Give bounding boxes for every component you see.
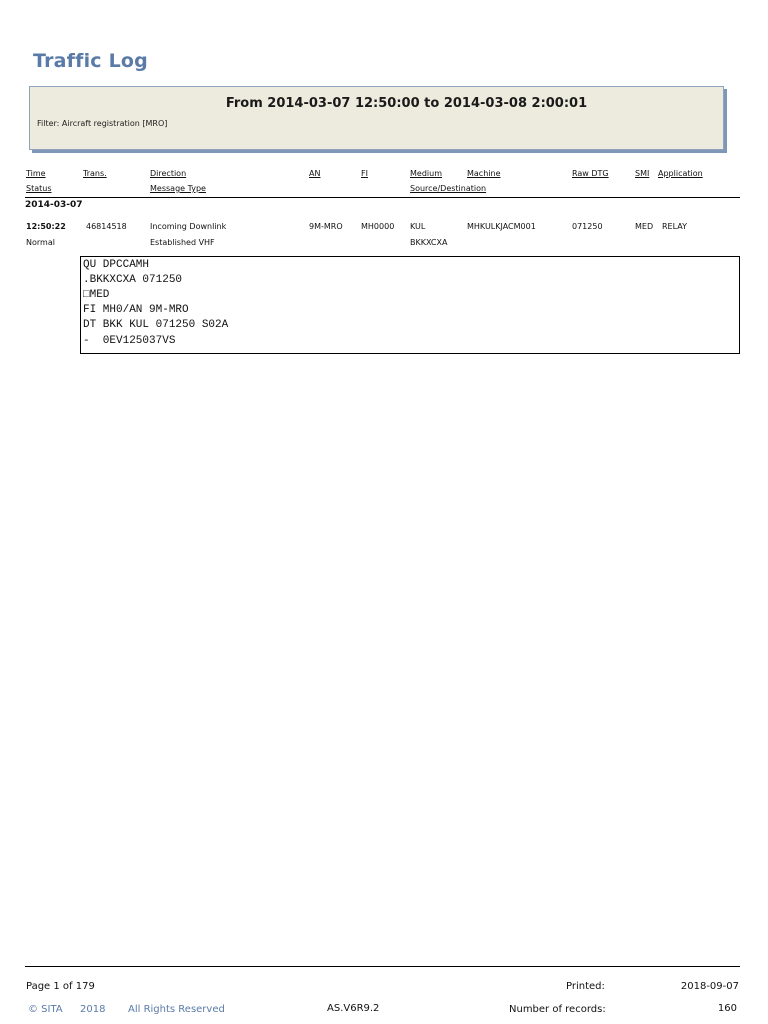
record-trans: 46814518: [86, 222, 127, 231]
message-line: □MED: [83, 289, 110, 301]
date-group-label: 2014-03-07: [25, 200, 83, 210]
column-header-application[interactable]: Application: [658, 169, 703, 178]
record-application: RELAY: [662, 222, 687, 231]
records-label: Number of records:: [509, 1004, 606, 1015]
message-line: .BKKXCXA 071250: [83, 274, 183, 286]
date-range-banner: [29, 86, 724, 150]
filter-text: Filter: Aircraft registration [MRO]: [37, 119, 168, 128]
footer-divider: [25, 966, 740, 967]
record-status: Normal: [26, 238, 55, 247]
record-raw-dtg: 071250: [572, 222, 603, 231]
message-content-box: [80, 256, 740, 354]
record-source-destination: BKKXCXA: [410, 238, 448, 247]
record-fi: MH0000: [361, 222, 395, 231]
column-header-trans[interactable]: Trans.: [83, 169, 107, 178]
record-medium: KUL: [410, 222, 426, 231]
column-header-machine[interactable]: Machine: [467, 169, 501, 178]
column-header-fi[interactable]: FI: [361, 169, 368, 178]
records-count: 160: [717, 1003, 737, 1014]
record-message-type: Established VHF: [150, 238, 215, 247]
page-title: Traffic Log: [33, 50, 148, 72]
printed-label: Printed:: [566, 981, 605, 992]
column-header-source-destination[interactable]: Source/Destination: [410, 184, 487, 193]
column-header-smi[interactable]: SMI: [635, 169, 650, 178]
copyright-year: 2018: [80, 1004, 106, 1015]
message-line: QU DPCCAMH: [83, 259, 150, 271]
copyright-text: © SITA: [28, 1004, 63, 1015]
record-time: 12:50:22: [26, 222, 66, 231]
date-range-text: From 2014-03-07 12:50:00 to 2014-03-08 2:00:01: [225, 96, 588, 111]
version-text: AS.V6R9.2: [327, 1003, 380, 1014]
column-header-medium[interactable]: Medium: [410, 169, 442, 178]
page-number: Page 1 of 179: [26, 981, 95, 992]
column-header-status[interactable]: Status: [26, 184, 52, 193]
message-line: FI MH0/AN 9M-MRO: [83, 304, 189, 316]
column-header-direction[interactable]: Direction: [150, 169, 187, 178]
column-header-raw-dtg[interactable]: Raw DTG: [572, 169, 609, 178]
message-line: DT BKK KUL 071250 S02A: [83, 319, 229, 331]
message-line: - 0EV125037VS: [83, 335, 176, 347]
record-machine: MHKULKJACM001: [467, 222, 536, 231]
column-header-time[interactable]: Time: [26, 169, 46, 178]
header-divider: [25, 197, 740, 198]
record-direction: Incoming Downlink: [150, 222, 227, 231]
column-header-message-type[interactable]: Message Type: [150, 184, 206, 193]
record-an: 9M-MRO: [309, 222, 343, 231]
record-smi: MED: [635, 222, 654, 231]
rights-text: All Rights Reserved: [128, 1004, 225, 1015]
printed-date: 2018-09-07: [680, 981, 739, 992]
column-header-an[interactable]: AN: [309, 169, 321, 178]
